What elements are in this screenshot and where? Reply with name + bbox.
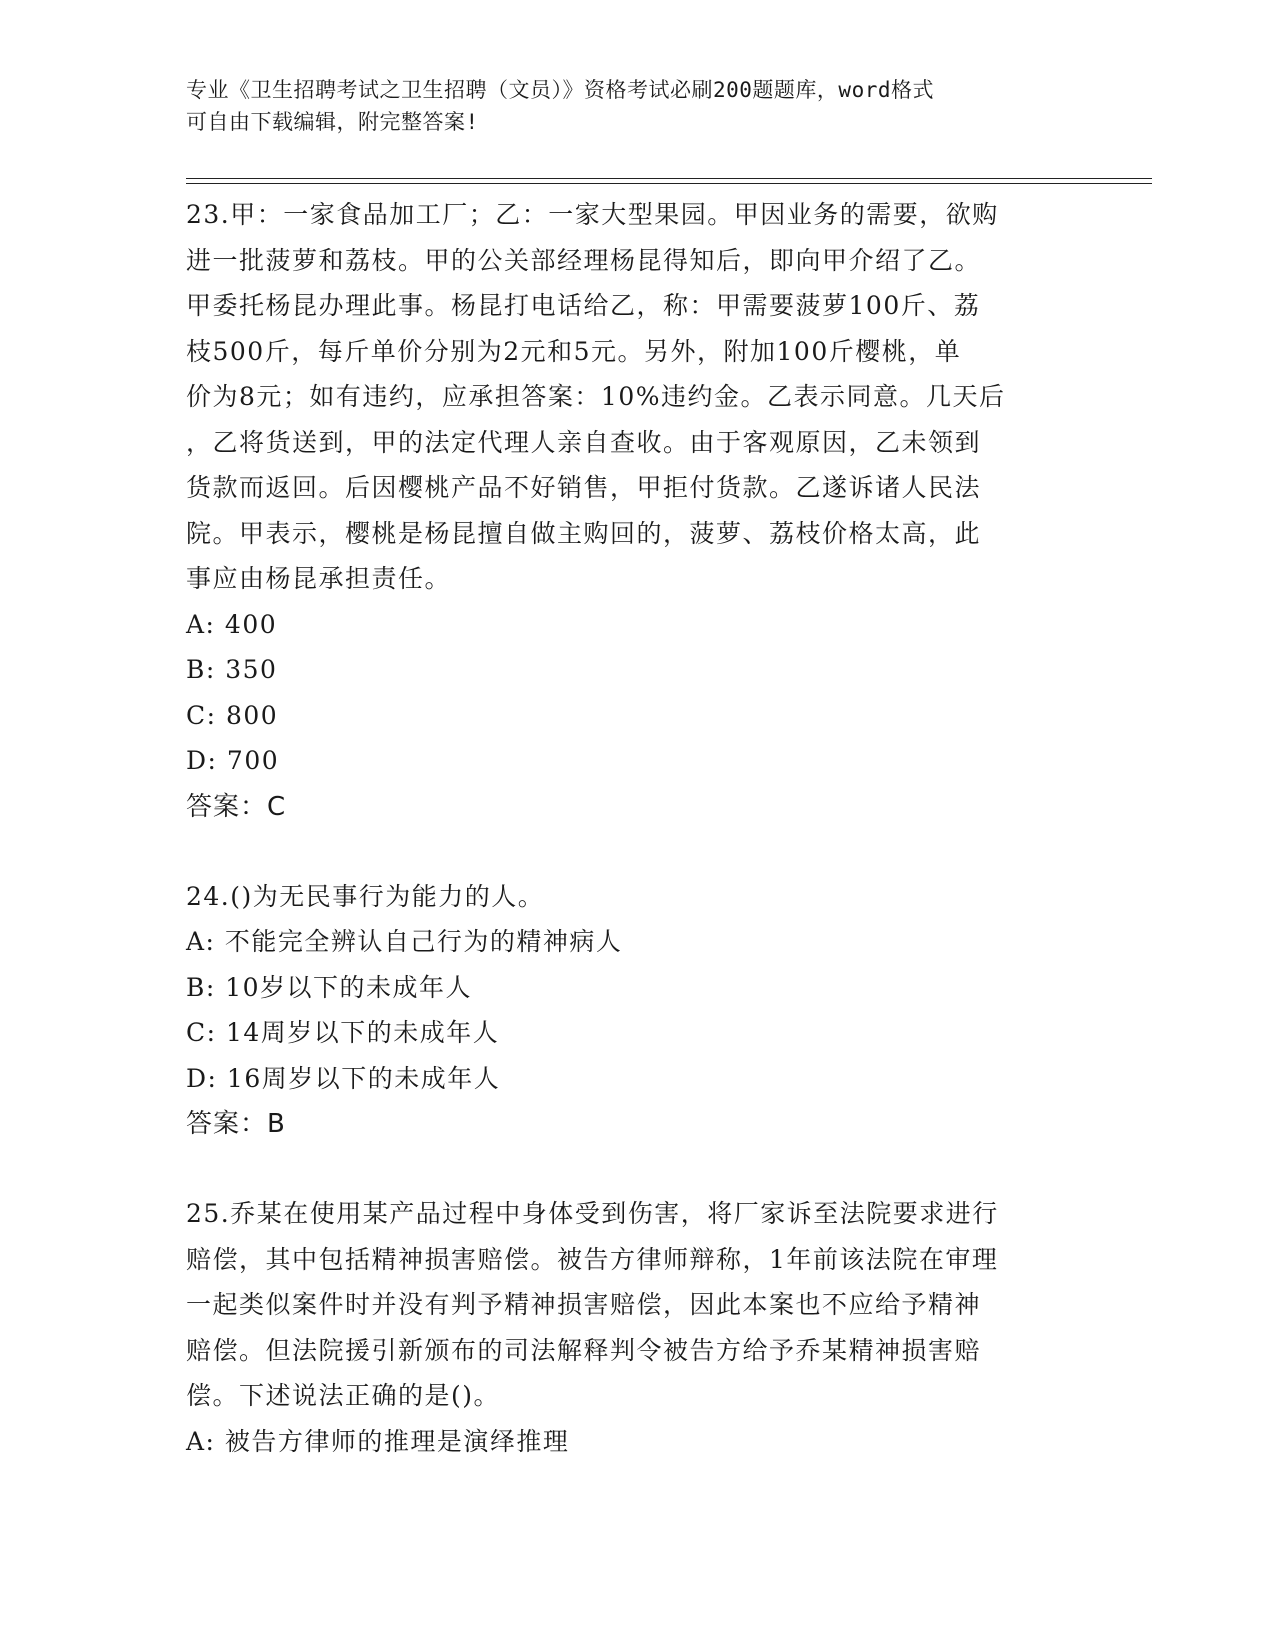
- question-23: [186, 192, 1086, 830]
- stem-line: 进一批菠萝和荔枝。甲的公关部经理杨昆得知后，即向甲介绍了乙。: [186, 245, 982, 275]
- document-header: [186, 74, 1066, 138]
- stem-line: 偿。下述说法正确的是()。: [186, 1381, 501, 1410]
- stem-line: 24.()为无民事行为能力的人。: [186, 881, 545, 911]
- header-divider-top: [186, 178, 1152, 179]
- option-a: A: 400: [186, 609, 278, 639]
- question-stem: [186, 874, 1086, 920]
- stem-line: 赔偿。但法院援引新颁布的司法解释判令被告方给予乔某精神损害赔: [186, 1335, 982, 1365]
- question-stem: [186, 1191, 1086, 1419]
- option-c: C: 800: [186, 700, 279, 730]
- question-24: [186, 874, 1086, 1148]
- header-title-line-1: 专业《卫生招聘考试之卫生招聘（文员）》资格考试必刷200题题库，word格式: [186, 78, 934, 102]
- stem-line: 事应由杨昆承担责任。: [186, 564, 452, 593]
- question-25: [186, 1191, 1086, 1464]
- option-d: D: 16周岁以下的未成年人: [186, 1063, 501, 1093]
- stem-line: ，乙将货送到，甲的法定代理人亲自查收。由于客观原因，乙未领到: [186, 427, 982, 457]
- header-divider-bottom: [186, 183, 1152, 184]
- stem-line: 货款而返回。后因樱桃产品不好销售，甲拒付货款。乙遂诉诸人民法: [186, 473, 982, 502]
- option-b: B: 350: [186, 655, 278, 684]
- answer-line: 答案：B: [186, 1109, 286, 1139]
- answer-line: 答案：C: [186, 791, 287, 822]
- stem-line: 23.甲：一家食品加工厂；乙：一家大型果园。甲因业务的需要，欲购: [186, 200, 999, 229]
- question-stem: [186, 192, 1086, 602]
- stem-line: 院。甲表示，樱桃是杨昆擅自做主购回的，菠萝、荔枝价格太高，此: [186, 518, 982, 548]
- header-title-line-2: 可自由下载编辑，附完整答案!: [186, 110, 479, 134]
- question-list: [186, 192, 1086, 1464]
- stem-line: 一起类似案件时并没有判予精神损害赔偿，因此本案也不应给予精神: [186, 1290, 982, 1319]
- stem-line: 价为8元；如有违约，应承担答案：10%违约金。乙表示同意。几天后: [186, 382, 1006, 411]
- stem-line: 枝500斤，每斤单价分别为2元和5元。另外，附加100斤樱桃，单: [186, 336, 962, 366]
- stem-line: 赔偿，其中包括精神损害赔偿。被告方律师辩称，1年前该法院在审理: [186, 1244, 999, 1274]
- stem-line: 25.乔某在使用某产品过程中身体受到伤害，将厂家诉至法院要求进行: [186, 1199, 999, 1228]
- option-a: A: 不能完全辨认自己行为的精神病人: [186, 927, 623, 956]
- option-a: A: 被告方律师的推理是演绎推理: [186, 1426, 570, 1456]
- option-d: D: 700: [186, 746, 280, 775]
- stem-line: 甲委托杨昆办理此事。杨昆打电话给乙，称：甲需要菠萝100斤、荔: [186, 291, 981, 320]
- option-b: B: 10岁以下的未成年人: [186, 972, 473, 1002]
- option-c: C: 14周岁以下的未成年人: [186, 1018, 500, 1047]
